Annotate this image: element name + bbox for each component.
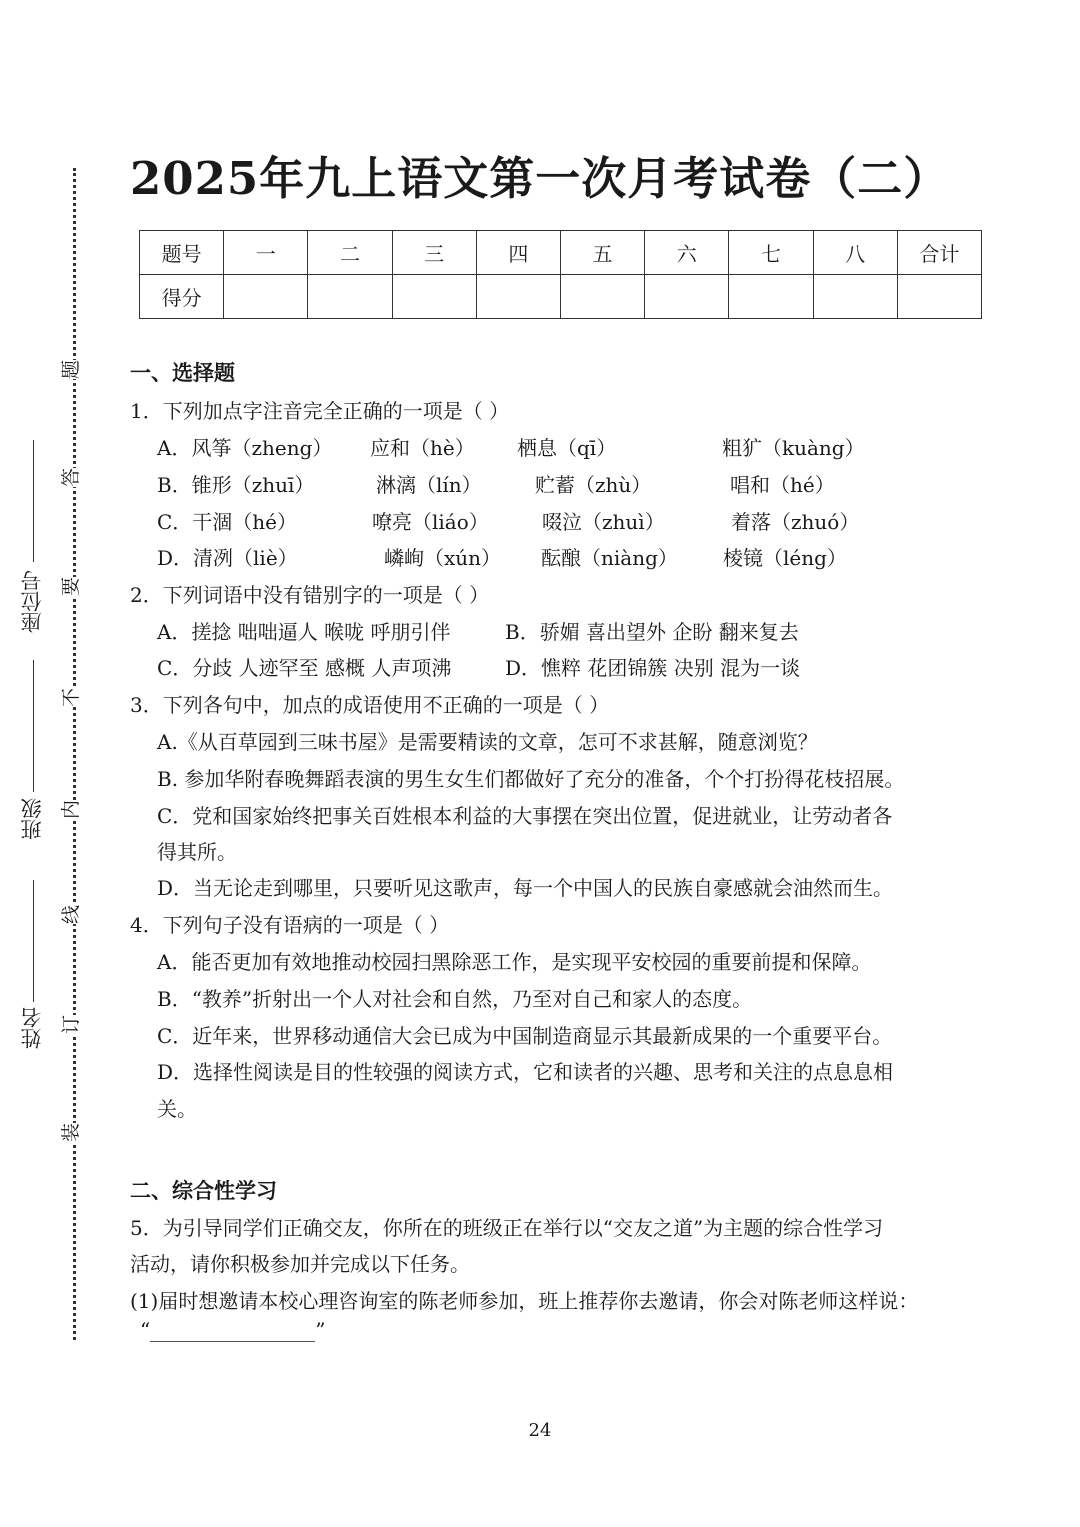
- answer-blank[interactable]: [150, 1321, 315, 1342]
- q1-option-c-2: 嘹亮（liáo）: [372, 510, 489, 534]
- q1-option-b-4: 唱和（hé）: [730, 473, 835, 497]
- margin-warning-char: 内: [60, 799, 83, 820]
- score-cell[interactable]: [224, 275, 308, 319]
- q4-option-d-line1: D．选择性阅读是目的性较强的阅读方式，它和读者的兴趣、思考和关注的点息息相: [157, 1060, 894, 1084]
- question-1-stem: 1．下列加点字注音完全正确的一项是（ ）: [130, 399, 510, 423]
- score-table-score-row: [140, 275, 982, 319]
- score-table-header-cell: 八: [813, 231, 897, 275]
- q2-option-a: A．搓捻 咄咄逼人 喉咙 呼朋引伴: [157, 620, 451, 644]
- question-4-stem: 4．下列句子没有语病的一项是（ ）: [130, 913, 450, 937]
- q2-option-d: D．憔粹 花团锦簇 决别 混为一谈: [505, 656, 801, 680]
- q1-option-d-1: D．清冽（liè）: [157, 546, 298, 570]
- section-heading-choice: 一、选择题: [130, 360, 235, 385]
- q1-option-b-1: B．锥形（zhuī）: [157, 473, 315, 497]
- q1-option-a-2: 应和（hè）: [370, 436, 475, 460]
- score-table-header-cell: 二: [308, 231, 392, 275]
- q1-option-a-1: A．风筝（zheng）: [157, 436, 333, 460]
- quote-open: “: [140, 1318, 151, 1342]
- name-label: 姓名: [20, 1007, 44, 1049]
- score-table-header-cell: 五: [560, 231, 644, 275]
- question-5-line2: 活动，请你积极参加并完成以下任务。: [130, 1252, 470, 1276]
- score-table-header-cell: 四: [476, 231, 560, 275]
- q4-option-a: A．能否更加有效地推动校园扫黑除恶工作，是实现平安校园的重要前提和保障。: [157, 950, 872, 974]
- class-label: 班级: [20, 798, 44, 840]
- margin-warning-char: 不: [60, 687, 83, 708]
- margin-warning-char: 线: [60, 904, 83, 925]
- score-cell[interactable]: [813, 275, 897, 319]
- q1-option-c-1: C．干涸（hé）: [157, 510, 298, 534]
- q3-option-b: B. 参加华附春晚舞蹈表演的男生女生们都做好了充分的准备，个个打扮得花枝招展。: [157, 767, 905, 791]
- q1-option-a-4: 粗犷（kuàng）: [722, 436, 865, 460]
- q1-option-b-2: 淋漓（lín）: [376, 473, 482, 497]
- score-table-header-cell: 题号: [140, 231, 224, 275]
- score-table-header-cell: 三: [392, 231, 476, 275]
- q3-option-a: A.《从百草园到三味书屋》是需要精读的文章，怎可不求甚解，随意浏览？: [157, 730, 818, 754]
- score-cell[interactable]: [392, 275, 476, 319]
- q1-option-c-4: 着落（zhuó）: [731, 510, 860, 534]
- binding-dotted-line: [73, 168, 76, 1340]
- seat-number-label: 座位号: [20, 570, 44, 633]
- q1-option-d-2: 嶙峋（xún）: [384, 546, 502, 570]
- score-cell[interactable]: [308, 275, 392, 319]
- score-cell[interactable]: [560, 275, 644, 319]
- q3-option-d: D．当无论走到哪里，只要听见这歌声，每一个中国人的民族自豪感就会油然而生。: [157, 876, 894, 900]
- q2-option-c: C．分歧 人迹罕至 感概 人声项沸: [157, 656, 452, 680]
- score-table-header-row: [140, 231, 982, 275]
- question-2-stem: 2．下列词语中没有错别字的一项是（ ）: [130, 583, 490, 607]
- margin-warning-char: 订: [60, 1014, 83, 1035]
- score-cell[interactable]: [729, 275, 813, 319]
- quote-close: ”: [315, 1318, 326, 1342]
- score-table: [139, 230, 982, 319]
- score-cell[interactable]: [897, 275, 981, 319]
- q1-option-c-3: 啜泣（zhuì）: [542, 510, 665, 534]
- seat-number-underline: [33, 440, 34, 562]
- question-5-line1: 5．为引导同学们正确交友，你所在的班级正在举行以“交友之道”为主题的综合性学习: [130, 1216, 884, 1240]
- class-underline: [33, 660, 34, 792]
- q1-option-d-3: 酝酿（niàng）: [541, 546, 678, 570]
- margin-warning-char: 要: [60, 576, 83, 597]
- score-table-header-cell: 合计: [897, 231, 981, 275]
- q1-option-b-3: 贮蓄（zhù）: [535, 473, 652, 497]
- score-table-header-cell: 六: [645, 231, 729, 275]
- question-5-sub1: (1)届时想邀请本校心理咨询室的陈老师参加，班上推荐你去邀请，你会对陈老师这样说：: [130, 1289, 919, 1313]
- margin-warning-char: 装: [60, 1122, 83, 1143]
- q2-option-b: B．骄媚 喜出望外 企盼 翻来复去: [505, 620, 799, 644]
- score-cell[interactable]: [476, 275, 560, 319]
- q4-option-b: B．“教养”折射出一个人对社会和自然，乃至对自己和家人的态度。: [157, 987, 753, 1011]
- name-underline: [33, 880, 34, 1002]
- score-table-header-cell: 七: [729, 231, 813, 275]
- margin-warning-char: 题: [60, 359, 83, 380]
- q1-option-d-4: 棱镜（léng）: [723, 546, 847, 570]
- page-number: 24: [528, 1420, 552, 1441]
- section-heading-comprehensive: 二、综合性学习: [130, 1178, 277, 1203]
- q3-option-c-line2: 得其所。: [157, 840, 237, 864]
- margin-warning-char: 答: [60, 467, 83, 488]
- score-table-header-cell: 一: [224, 231, 308, 275]
- q4-option-d-line2: 关。: [157, 1097, 197, 1121]
- q4-option-c: C．近年来，世界移动通信大会已成为中国制造商显示其最新成果的一个重要平台。: [157, 1024, 893, 1048]
- q3-option-c-line1: C．党和国家始终把事关百姓根本利益的大事摆在突出位置，促进就业，让劳动者各: [157, 804, 893, 828]
- exam-title: 2025年九上语文第一次月考试卷（二）: [130, 152, 950, 205]
- score-cell[interactable]: [645, 275, 729, 319]
- score-row-label: 得分: [140, 275, 224, 319]
- question-3-stem: 3．下列各句中，加点的成语使用不正确的一项是（ ）: [130, 693, 610, 717]
- answer-blank-row: [140, 1318, 325, 1342]
- q1-option-a-3: 栖息（qī）: [517, 436, 617, 460]
